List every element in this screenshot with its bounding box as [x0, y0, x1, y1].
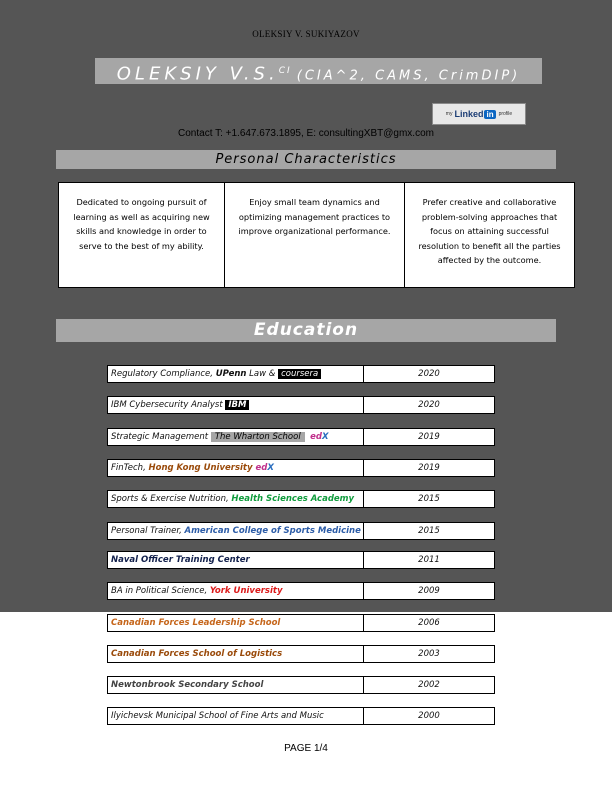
education-row	[107, 522, 495, 540]
linkedin-profile-badge[interactable]	[432, 103, 526, 125]
education-name: Strategic Management The Wharton School edX	[108, 429, 364, 445]
education-name: Personal Trainer, American College of Sports Medicine	[108, 523, 364, 539]
education-year: 2000	[418, 711, 440, 721]
name-title-banner	[95, 58, 542, 84]
edx-logo-ed: ed	[255, 463, 268, 473]
upenn-logo-text: UPenn	[215, 369, 247, 379]
linkedin-my-text: my	[445, 111, 453, 117]
trait-cell: Dedicated to ongoing pursuit of learning as well as acquiring new skills and knowledge in order to serve to the best of my ability.	[73, 197, 210, 251]
title-credentials: (CIA^2, CAMS, CrimDIP)	[296, 68, 521, 84]
education-name: Newtonbrook Secondary School	[108, 677, 364, 693]
linkedin-profile-text: profile	[498, 111, 513, 117]
education-row	[107, 582, 495, 600]
education-name: BA in Political Science, York University	[108, 583, 364, 599]
edx-logo-ed: ed	[310, 432, 322, 442]
education-row	[107, 707, 495, 725]
education-year: 2019	[418, 432, 440, 442]
education-year: 2002	[418, 680, 440, 690]
education-name: Naval Officer Training Center	[108, 552, 364, 568]
education-name: Ilyichevsk Municipal School of Fine Arts and Music	[108, 708, 364, 724]
linkedin-logo-text: Linked	[454, 109, 484, 119]
education-name: Canadian Forces Leadership School	[108, 615, 364, 631]
wharton-logo: The Wharton School	[211, 432, 305, 442]
edx-logo-x: X	[267, 463, 274, 473]
contact-line: Contact T: +1.647.673.1895, E: consultingXBT@gmx.com	[178, 128, 434, 139]
education-year: 2006	[418, 618, 440, 628]
york-name: York University	[209, 586, 283, 596]
education-year: 2019	[418, 463, 440, 473]
linkedin-in-icon: in	[486, 109, 494, 119]
education-row	[107, 396, 495, 414]
education-row	[107, 428, 495, 446]
education-name: Regulatory Compliance, UPenn Law & coursera	[108, 366, 364, 382]
education-row	[107, 490, 495, 508]
education-year: 2020	[418, 369, 440, 379]
education-row	[107, 645, 495, 663]
education-year: 2015	[418, 526, 440, 536]
education-year: 2020	[418, 400, 440, 410]
ibm-logo: IBM	[225, 400, 249, 410]
trait-cell: Prefer creative and collaborative problem-solving approaches that focus on attaining successful resolution to benefit all the parties affected by the outcome.	[404, 183, 574, 287]
education-row	[107, 614, 495, 632]
coursera-logo: coursera	[278, 369, 321, 379]
education-year: 2009	[418, 586, 440, 596]
education-name: Sports & Exercise Nutrition, Health Sciences Academy	[108, 491, 364, 507]
document-header-name: OLEKSIY V. SUKIYAZOV	[252, 29, 360, 39]
section-heading-personal: Personal Characteristics	[56, 150, 556, 169]
trait-cell: Enjoy small team dynamics and optimizing management practices to improve organizational performance.	[224, 183, 404, 287]
title-name: OLEKSIY V.S.	[116, 63, 279, 84]
hku-name: Hong Kong University	[148, 463, 256, 473]
hsa-name: Health Sciences Academy	[231, 494, 355, 504]
section-heading-education: Education	[56, 319, 556, 342]
education-year: 2015	[418, 494, 440, 504]
page-number: PAGE 1/4	[284, 743, 328, 754]
education-name: Canadian Forces School of Logistics	[108, 646, 364, 662]
education-year: 2011	[418, 555, 440, 565]
education-row	[107, 551, 495, 569]
acsm-name: American College of Sports Medicine	[184, 526, 361, 536]
education-row	[107, 365, 495, 383]
education-row	[107, 459, 495, 477]
education-year: 2003	[418, 649, 440, 659]
education-row	[107, 676, 495, 694]
education-name: FinTech, Hong Kong University edX	[108, 460, 364, 476]
personal-traits-table	[58, 182, 575, 288]
title-superscript: CI	[278, 66, 292, 76]
education-name: IBM Cybersecurity Analyst IBM	[108, 397, 364, 413]
edx-logo-x: X	[321, 432, 329, 442]
